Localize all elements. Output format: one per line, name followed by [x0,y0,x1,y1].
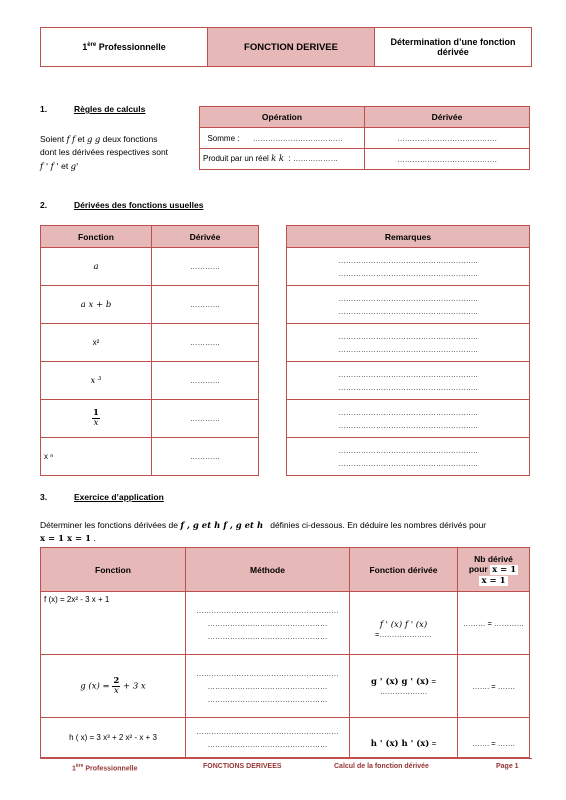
deriv-dots: ………… [190,414,220,423]
remark-line: ……………………………………………….. [338,420,478,430]
level-sup: ère [87,42,97,48]
remark-cell [287,438,530,476]
fn-g-a: g (x) = [80,681,113,692]
ex-col-methode: Méthode [186,548,350,592]
method-line: ………………………………………………… [196,605,339,615]
footer-page: Page 1 [496,763,519,770]
fn-x2: x² [92,338,100,347]
exercise-table [40,547,530,758]
produit-derivee-dots: …………………………………. [397,154,497,164]
fprime-symbol: f ' [40,162,49,172]
k-symbol: k k [271,154,285,164]
usual-fn-axb [41,286,152,324]
g-symbol: g [87,135,93,145]
g-symbol-2: g [94,135,101,145]
hprime-x: h ' (x) h ' (x) [370,738,430,749]
remarks-table [286,225,530,476]
rules-col-operation: Opération [200,107,365,128]
f-symbol: f [66,135,70,145]
ex-deriv-h [350,718,458,758]
rules-produit-derivee [365,149,530,170]
fn-axb: a x + b [80,299,112,310]
fn-h: h ( x) = 3 x³ + 2 x² - x + 3 [69,733,157,742]
nb-f: ……… = ………… [462,618,525,628]
usual-deriv-cell [152,248,259,286]
deriv-dots: ………… [190,376,220,385]
section1-paragraph [40,133,200,173]
usual-col-derivee: Dérivée [152,226,259,248]
ex-col-fonction: Fonction [41,548,186,592]
remark-line: ……………………………………………….. [338,268,478,278]
usual-deriv-cell [152,324,259,362]
fraction-1-over-x [92,409,100,428]
gprime-dots: ………………. [379,686,428,696]
soient-text: Soient [40,134,65,144]
usual-fn-x2 [41,324,152,362]
usual-deriv-cell [152,438,259,476]
ex-deriv-g [350,655,458,718]
nb-h: ……. = ……. [472,739,515,748]
remark-cell [287,248,530,286]
header-title: FONCTION DERIVEE [208,28,375,67]
remark-line: ……………………………………………….. [338,255,478,265]
remark-cell [287,324,530,362]
usual-derivatives-table [40,225,259,476]
usual-deriv-cell [152,400,259,438]
usual-fn-inverse [41,400,152,438]
fprime-symbol-2: f ' [50,162,59,172]
remark-line: ……………………………………………….. [338,306,478,316]
level-suffix: Professionnelle [96,42,166,52]
intro-dot: . [93,533,96,543]
footer-level-prefix: 1 [72,765,76,773]
section3-num: 3. [40,492,48,502]
footer-right: Calcul de la fonction dérivée [334,763,429,770]
section3-intro [40,519,532,545]
f-symbol-2: f [72,135,76,145]
header-subtitle [375,28,532,67]
x-eq-1-b: x = 1 [481,575,506,586]
rules-row-produit [200,149,365,170]
rules-somme-derivee [365,128,530,149]
section2-num: 2. [40,200,48,210]
fn-xn: x ⁿ [44,452,54,461]
x-eq-1: x = 1 [492,564,517,575]
remark-line: ……………………………………………….. [338,293,478,303]
ex-method-g [186,655,350,718]
remark-cell [287,400,530,438]
produit-label: Produit par un réel [203,154,269,163]
ex-method-h [186,718,350,758]
frac-den: x [93,418,99,428]
subtitle-line2: dérivée [437,47,469,57]
method-line: ………………………………………… [207,618,328,628]
deriv-dots: ………… [190,452,220,461]
somme-label: Somme : [207,133,240,143]
usual-col-fonction: Fonction [41,226,152,248]
et-text: et [77,134,85,144]
deriv-dots: ………… [190,300,220,309]
ex-fn-h [41,718,186,758]
section2-heading [40,200,203,210]
ex-col-nb [458,548,530,592]
remark-line: ……………………………………………….. [338,369,478,379]
section3-heading [40,492,164,502]
somme-derivee-dots: …………………………………. [397,133,497,143]
produit-colon: : [288,154,291,163]
derivees-text: dont les dérivées respectives sont [40,147,169,157]
nb-g: ……. = ……. [472,681,515,691]
intro-b: définies ci-dessous. En déduire les nombres dérivés pour [270,520,487,530]
remarks-col: Remarques [287,226,530,248]
method-line: ………………………………………… [207,739,328,749]
footer-center: FONCTIONS DERIVEES [203,763,282,770]
ex-deriv-f [350,592,458,655]
ex-fn-f [41,592,186,655]
gprime-eq: = [431,676,437,686]
method-line: ………………………………………………… [196,726,339,736]
rules-col-derivee: Dérivée [365,107,530,128]
frac-den: x [113,685,119,696]
gprime-x: g ' (x) g ' (x) [370,676,430,687]
footer-level-suffix: Professionnelle [83,765,138,773]
intro-fgh: f , g et h f , g et h [180,521,264,531]
section1-heading [40,104,145,114]
deux-fonctions-text: deux fonctions [102,134,158,144]
section1-title: Règles de calculs [74,104,146,114]
et-text-2: et [61,161,69,171]
header-table [40,27,532,67]
method-line: ………………………………………… [207,681,328,691]
frac-num: 1 [93,408,99,418]
deriv-dots: ………… [190,262,220,271]
fn-g-b: + 3 x [120,681,146,692]
fn-a: a [93,261,99,272]
remark-line: ……………………………………………….. [338,445,478,455]
fprime-x: f ' (x) f ' (x) [379,619,428,630]
level-prefix: 1 [82,42,88,52]
ex-fn-g [41,655,186,718]
remark-line: ……………………………………………….. [338,344,478,354]
deriv-dots: ………… [190,338,220,347]
fn-f: f (x) = 2x² - 3 x + 1 [44,595,110,604]
somme-dots: ……………………………… [252,133,343,143]
remark-line: ……………………………………………….. [338,382,478,392]
frac-num: 2 [113,675,120,686]
ex-nb-f [458,592,530,655]
section2-title: Dérivées des fonctions usuelles [74,200,204,210]
produit-dots: ……………… [293,154,338,163]
nb-derive-label: Nb dérivé [474,553,513,564]
section1-num: 1. [40,104,48,114]
intro-x-eq: x = 1 x = 1 [40,534,92,544]
remark-line: ……………………………………………….. [338,331,478,341]
ex-nb-h [458,718,530,758]
usual-deriv-cell [152,286,259,324]
usual-deriv-cell [152,362,259,400]
footer-level-sup: ère [75,763,84,769]
ex-nb-g [458,655,530,718]
remark-cell [287,286,530,324]
method-line: ………………………………………… [207,631,328,641]
remark-cell [287,362,530,400]
ex-method-f [186,592,350,655]
intro-a: Déterminer les fonctions dérivées de [40,520,178,530]
usual-fn-x3 [41,362,152,400]
method-line: ………………………………………… [207,694,328,704]
usual-fn-xn [41,438,152,476]
footer-rule [40,758,532,759]
header-level [41,28,208,67]
section3-title: Exercice d’application [74,492,164,502]
usual-fn-a [41,248,152,286]
rules-row-somme [200,128,365,149]
subtitle-line1: Détermination d’une fonction [390,37,516,47]
fprime-dots: =………………… [375,629,432,639]
gprime-symbol: g' [70,162,79,172]
remark-line: ……………………………………………….. [338,458,478,468]
footer-level [72,763,138,772]
ex-col-derivee: Fonction dérivée [350,548,458,592]
rules-table [199,106,530,170]
hprime-eq: = [431,738,437,748]
pour-label: pour [468,563,488,574]
remark-line: ……………………………………………….. [338,407,478,417]
method-line: ………………………………………………… [196,668,339,678]
fn-x3: x ³ [90,375,102,386]
